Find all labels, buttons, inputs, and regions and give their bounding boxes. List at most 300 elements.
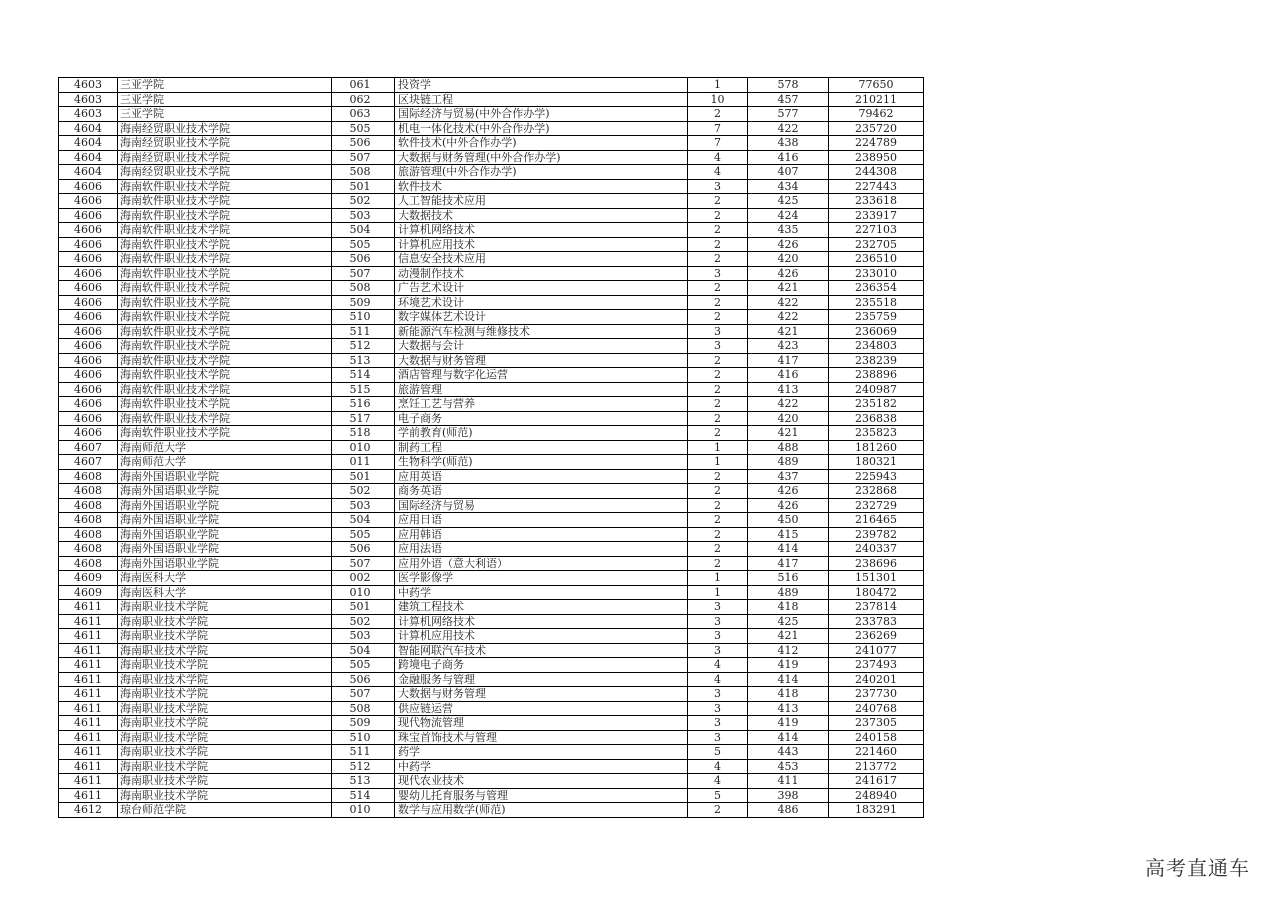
min-score-cell: 421: [748, 629, 829, 644]
plan-count-cell: 1: [688, 455, 748, 470]
table-row: [59, 266, 924, 281]
min-score-cell: 417: [748, 353, 829, 368]
major-name-cell: 酒店管理与数字化运营: [395, 368, 688, 383]
school-code-cell: 4606: [59, 266, 118, 281]
min-score-cell: 413: [748, 701, 829, 716]
min-rank-cell: 180472: [829, 585, 924, 600]
plan-count-cell: 3: [688, 266, 748, 281]
major-name-cell: 软件技术: [395, 179, 688, 194]
major-name-cell: 环境艺术设计: [395, 295, 688, 310]
major-code-cell: 504: [332, 223, 395, 238]
school-name-cell: 海南职业技术学院: [118, 687, 332, 702]
min-rank-cell: 236510: [829, 252, 924, 267]
major-name-cell: 应用外语（意大利语）: [395, 556, 688, 571]
school-code-cell: 4606: [59, 223, 118, 238]
min-rank-cell: 240337: [829, 542, 924, 557]
min-score-cell: 418: [748, 687, 829, 702]
major-code-cell: 511: [332, 745, 395, 760]
major-name-cell: 大数据与财务管理: [395, 687, 688, 702]
major-name-cell: 现代农业技术: [395, 774, 688, 789]
min-score-cell: 425: [748, 614, 829, 629]
school-code-cell: 4611: [59, 614, 118, 629]
plan-count-cell: 3: [688, 324, 748, 339]
major-name-cell: 数学与应用数学(师范): [395, 803, 688, 818]
major-code-cell: 002: [332, 571, 395, 586]
table-row: [59, 194, 924, 209]
plan-count-cell: 2: [688, 295, 748, 310]
major-name-cell: 新能源汽车检测与维修技术: [395, 324, 688, 339]
min-rank-cell: 236838: [829, 411, 924, 426]
school-name-cell: 三亚学院: [118, 78, 332, 93]
school-name-cell: 海南职业技术学院: [118, 701, 332, 716]
major-name-cell: 国际经济与贸易: [395, 498, 688, 513]
school-code-cell: 4604: [59, 136, 118, 151]
school-code-cell: 4604: [59, 165, 118, 180]
min-rank-cell: 236269: [829, 629, 924, 644]
school-name-cell: 海南外国语职业学院: [118, 484, 332, 499]
school-code-cell: 4609: [59, 571, 118, 586]
min-rank-cell: 238896: [829, 368, 924, 383]
major-name-cell: 大数据与财务管理(中外合作办学): [395, 150, 688, 165]
school-name-cell: 海南职业技术学院: [118, 658, 332, 673]
major-name-cell: 建筑工程技术: [395, 600, 688, 615]
major-code-cell: 504: [332, 513, 395, 528]
plan-count-cell: 1: [688, 571, 748, 586]
major-name-cell: 计算机应用技术: [395, 237, 688, 252]
school-code-cell: 4611: [59, 774, 118, 789]
plan-count-cell: 2: [688, 237, 748, 252]
table-row: [59, 585, 924, 600]
table-row: [59, 469, 924, 484]
major-code-cell: 504: [332, 643, 395, 658]
watermark-text: 高考直通车: [1145, 856, 1250, 880]
major-name-cell: 人工智能技术应用: [395, 194, 688, 209]
major-name-cell: 烹饪工艺与营养: [395, 397, 688, 412]
plan-count-cell: 2: [688, 252, 748, 267]
table-row: [59, 759, 924, 774]
table-row: [59, 614, 924, 629]
school-code-cell: 4606: [59, 179, 118, 194]
table-row: [59, 179, 924, 194]
min-rank-cell: 232868: [829, 484, 924, 499]
min-rank-cell: 240987: [829, 382, 924, 397]
min-rank-cell: 240158: [829, 730, 924, 745]
min-rank-cell: 210211: [829, 92, 924, 107]
table-row: [59, 629, 924, 644]
min-score-cell: 417: [748, 556, 829, 571]
table-row: [59, 542, 924, 557]
major-code-cell: 513: [332, 774, 395, 789]
min-score-cell: 420: [748, 252, 829, 267]
table-row: [59, 556, 924, 571]
school-name-cell: 海南外国语职业学院: [118, 513, 332, 528]
major-name-cell: 计算机网络技术: [395, 223, 688, 238]
major-name-cell: 医学影像学: [395, 571, 688, 586]
school-name-cell: 海南职业技术学院: [118, 629, 332, 644]
min-score-cell: 425: [748, 194, 829, 209]
plan-count-cell: 3: [688, 600, 748, 615]
school-code-cell: 4606: [59, 368, 118, 383]
school-name-cell: 海南软件职业技术学院: [118, 223, 332, 238]
school-code-cell: 4603: [59, 78, 118, 93]
min-score-cell: 453: [748, 759, 829, 774]
min-score-cell: 426: [748, 498, 829, 513]
school-code-cell: 4611: [59, 629, 118, 644]
school-name-cell: 海南软件职业技术学院: [118, 281, 332, 296]
plan-count-cell: 7: [688, 121, 748, 136]
min-rank-cell: 248940: [829, 788, 924, 803]
min-rank-cell: 180321: [829, 455, 924, 470]
plan-count-cell: 4: [688, 658, 748, 673]
school-code-cell: 4603: [59, 107, 118, 122]
school-name-cell: 海南软件职业技术学院: [118, 426, 332, 441]
plan-count-cell: 7: [688, 136, 748, 151]
min-rank-cell: 237305: [829, 716, 924, 731]
table-row: [59, 223, 924, 238]
major-code-cell: 507: [332, 687, 395, 702]
min-rank-cell: 240768: [829, 701, 924, 716]
table-row: [59, 426, 924, 441]
major-code-cell: 505: [332, 237, 395, 252]
school-name-cell: 三亚学院: [118, 92, 332, 107]
plan-count-cell: 2: [688, 382, 748, 397]
min-rank-cell: 241077: [829, 643, 924, 658]
school-name-cell: 海南医科大学: [118, 571, 332, 586]
major-code-cell: 510: [332, 310, 395, 325]
school-name-cell: 海南医科大学: [118, 585, 332, 600]
plan-count-cell: 2: [688, 353, 748, 368]
table-row: [59, 440, 924, 455]
major-name-cell: 生物科学(师范): [395, 455, 688, 470]
school-name-cell: 海南职业技术学院: [118, 672, 332, 687]
major-name-cell: 跨境电子商务: [395, 658, 688, 673]
major-code-cell: 516: [332, 397, 395, 412]
min-score-cell: 415: [748, 527, 829, 542]
school-name-cell: 海南软件职业技术学院: [118, 368, 332, 383]
major-code-cell: 505: [332, 527, 395, 542]
table-row: [59, 455, 924, 470]
major-name-cell: 大数据与会计: [395, 339, 688, 354]
school-code-cell: 4606: [59, 310, 118, 325]
major-code-cell: 061: [332, 78, 395, 93]
school-name-cell: 海南软件职业技术学院: [118, 179, 332, 194]
school-name-cell: 琼台师范学院: [118, 803, 332, 818]
min-rank-cell: 238950: [829, 150, 924, 165]
school-code-cell: 4608: [59, 484, 118, 499]
plan-count-cell: 4: [688, 150, 748, 165]
major-code-cell: 503: [332, 498, 395, 513]
min-score-cell: 423: [748, 339, 829, 354]
plan-count-cell: 4: [688, 672, 748, 687]
major-code-cell: 518: [332, 426, 395, 441]
major-name-cell: 区块链工程: [395, 92, 688, 107]
min-score-cell: 422: [748, 295, 829, 310]
school-code-cell: 4608: [59, 542, 118, 557]
school-name-cell: 海南外国语职业学院: [118, 556, 332, 571]
min-score-cell: 489: [748, 455, 829, 470]
min-score-cell: 421: [748, 426, 829, 441]
major-code-cell: 506: [332, 136, 395, 151]
min-score-cell: 413: [748, 382, 829, 397]
major-name-cell: 应用韩语: [395, 527, 688, 542]
table-row: [59, 78, 924, 93]
table-row: [59, 150, 924, 165]
school-name-cell: 海南师范大学: [118, 440, 332, 455]
plan-count-cell: 2: [688, 484, 748, 499]
table-row: [59, 745, 924, 760]
min-score-cell: 419: [748, 716, 829, 731]
min-rank-cell: 227443: [829, 179, 924, 194]
school-code-cell: 4608: [59, 498, 118, 513]
plan-count-cell: 2: [688, 107, 748, 122]
min-score-cell: 488: [748, 440, 829, 455]
school-name-cell: 海南软件职业技术学院: [118, 194, 332, 209]
min-score-cell: 443: [748, 745, 829, 760]
plan-count-cell: 1: [688, 585, 748, 600]
major-code-cell: 506: [332, 672, 395, 687]
major-name-cell: 药学: [395, 745, 688, 760]
school-name-cell: 海南职业技术学院: [118, 600, 332, 615]
plan-count-cell: 3: [688, 701, 748, 716]
min-rank-cell: 235518: [829, 295, 924, 310]
school-code-cell: 4611: [59, 658, 118, 673]
school-code-cell: 4606: [59, 252, 118, 267]
plan-count-cell: 2: [688, 194, 748, 209]
major-code-cell: 503: [332, 629, 395, 644]
school-name-cell: 海南职业技术学院: [118, 745, 332, 760]
table-row: [59, 803, 924, 818]
min-rank-cell: 233783: [829, 614, 924, 629]
major-name-cell: 应用日语: [395, 513, 688, 528]
plan-count-cell: 2: [688, 281, 748, 296]
school-code-cell: 4606: [59, 397, 118, 412]
table-row: [59, 658, 924, 673]
major-name-cell: 电子商务: [395, 411, 688, 426]
table-row: [59, 252, 924, 267]
min-score-cell: 437: [748, 469, 829, 484]
major-code-cell: 502: [332, 194, 395, 209]
school-code-cell: 4611: [59, 745, 118, 760]
school-name-cell: 海南软件职业技术学院: [118, 324, 332, 339]
plan-count-cell: 2: [688, 498, 748, 513]
min-score-cell: 486: [748, 803, 829, 818]
plan-count-cell: 10: [688, 92, 748, 107]
school-code-cell: 4612: [59, 803, 118, 818]
min-rank-cell: 234803: [829, 339, 924, 354]
major-code-cell: 510: [332, 730, 395, 745]
plan-count-cell: 2: [688, 208, 748, 223]
major-code-cell: 506: [332, 542, 395, 557]
school-code-cell: 4607: [59, 440, 118, 455]
min-rank-cell: 235823: [829, 426, 924, 441]
school-name-cell: 海南软件职业技术学院: [118, 295, 332, 310]
min-rank-cell: 183291: [829, 803, 924, 818]
min-score-cell: 422: [748, 121, 829, 136]
school-name-cell: 海南职业技术学院: [118, 730, 332, 745]
major-name-cell: 珠宝首饰技术与管理: [395, 730, 688, 745]
plan-count-cell: 3: [688, 716, 748, 731]
admission-data-table: [58, 77, 924, 818]
plan-count-cell: 5: [688, 788, 748, 803]
major-name-cell: 大数据技术: [395, 208, 688, 223]
min-score-cell: 416: [748, 368, 829, 383]
table-row: [59, 730, 924, 745]
major-name-cell: 智能网联汽车技术: [395, 643, 688, 658]
major-code-cell: 508: [332, 701, 395, 716]
table-row: [59, 600, 924, 615]
plan-count-cell: 2: [688, 513, 748, 528]
table-row: [59, 310, 924, 325]
min-score-cell: 424: [748, 208, 829, 223]
min-rank-cell: 235182: [829, 397, 924, 412]
min-score-cell: 416: [748, 150, 829, 165]
plan-count-cell: 1: [688, 78, 748, 93]
major-code-cell: 509: [332, 295, 395, 310]
plan-count-cell: 2: [688, 803, 748, 818]
school-name-cell: 海南软件职业技术学院: [118, 237, 332, 252]
min-rank-cell: 235720: [829, 121, 924, 136]
min-score-cell: 426: [748, 266, 829, 281]
school-name-cell: 海南软件职业技术学院: [118, 353, 332, 368]
min-score-cell: 419: [748, 658, 829, 673]
table-row: [59, 165, 924, 180]
major-code-cell: 509: [332, 716, 395, 731]
school-code-cell: 4608: [59, 513, 118, 528]
major-code-cell: 010: [332, 585, 395, 600]
major-code-cell: 507: [332, 150, 395, 165]
major-code-cell: 508: [332, 165, 395, 180]
school-code-cell: 4609: [59, 585, 118, 600]
min-rank-cell: 241617: [829, 774, 924, 789]
min-score-cell: 426: [748, 484, 829, 499]
table-row: [59, 121, 924, 136]
major-code-cell: 506: [332, 252, 395, 267]
school-code-cell: 4611: [59, 701, 118, 716]
major-name-cell: 旅游管理(中外合作办学): [395, 165, 688, 180]
major-code-cell: 502: [332, 484, 395, 499]
min-score-cell: 516: [748, 571, 829, 586]
school-code-cell: 4611: [59, 600, 118, 615]
major-name-cell: 制药工程: [395, 440, 688, 455]
school-name-cell: 海南职业技术学院: [118, 614, 332, 629]
min-score-cell: 414: [748, 672, 829, 687]
school-name-cell: 海南软件职业技术学院: [118, 397, 332, 412]
major-code-cell: 515: [332, 382, 395, 397]
major-code-cell: 512: [332, 759, 395, 774]
min-rank-cell: 181260: [829, 440, 924, 455]
school-name-cell: 海南经贸职业技术学院: [118, 121, 332, 136]
table-row: [59, 368, 924, 383]
table-row: [59, 281, 924, 296]
table-row: [59, 382, 924, 397]
major-code-cell: 503: [332, 208, 395, 223]
school-code-cell: 4608: [59, 527, 118, 542]
school-code-cell: 4611: [59, 716, 118, 731]
table-row: [59, 571, 924, 586]
min-rank-cell: 237730: [829, 687, 924, 702]
min-score-cell: 421: [748, 324, 829, 339]
table-row: [59, 527, 924, 542]
major-name-cell: 现代物流管理: [395, 716, 688, 731]
school-name-cell: 海南外国语职业学院: [118, 527, 332, 542]
table-row: [59, 716, 924, 731]
school-code-cell: 4606: [59, 208, 118, 223]
min-score-cell: 414: [748, 730, 829, 745]
min-rank-cell: 238239: [829, 353, 924, 368]
major-code-cell: 517: [332, 411, 395, 426]
min-rank-cell: 235759: [829, 310, 924, 325]
school-code-cell: 4606: [59, 353, 118, 368]
school-code-cell: 4606: [59, 281, 118, 296]
table-row: [59, 339, 924, 354]
table-row: [59, 701, 924, 716]
min-score-cell: 435: [748, 223, 829, 238]
min-rank-cell: 233618: [829, 194, 924, 209]
school-code-cell: 4606: [59, 295, 118, 310]
school-name-cell: 海南软件职业技术学院: [118, 266, 332, 281]
min-rank-cell: 232729: [829, 498, 924, 513]
major-code-cell: 513: [332, 353, 395, 368]
major-code-cell: 063: [332, 107, 395, 122]
min-rank-cell: 232705: [829, 237, 924, 252]
school-name-cell: 海南经贸职业技术学院: [118, 165, 332, 180]
table-row: [59, 397, 924, 412]
major-name-cell: 数字媒体艺术设计: [395, 310, 688, 325]
school-name-cell: 海南软件职业技术学院: [118, 411, 332, 426]
school-name-cell: 海南外国语职业学院: [118, 469, 332, 484]
major-name-cell: 动漫制作技术: [395, 266, 688, 281]
school-code-cell: 4608: [59, 556, 118, 571]
major-name-cell: 商务英语: [395, 484, 688, 499]
min-rank-cell: 233917: [829, 208, 924, 223]
school-name-cell: 海南软件职业技术学院: [118, 382, 332, 397]
major-name-cell: 计算机网络技术: [395, 614, 688, 629]
school-name-cell: 海南软件职业技术学院: [118, 208, 332, 223]
major-code-cell: 505: [332, 658, 395, 673]
major-name-cell: 计算机应用技术: [395, 629, 688, 644]
school-name-cell: 海南经贸职业技术学院: [118, 136, 332, 151]
school-name-cell: 海南职业技术学院: [118, 643, 332, 658]
table-row: [59, 498, 924, 513]
min-rank-cell: 236069: [829, 324, 924, 339]
plan-count-cell: 2: [688, 426, 748, 441]
major-code-cell: 511: [332, 324, 395, 339]
school-code-cell: 4611: [59, 759, 118, 774]
min-score-cell: 414: [748, 542, 829, 557]
major-name-cell: 国际经济与贸易(中外合作办学): [395, 107, 688, 122]
min-score-cell: 434: [748, 179, 829, 194]
major-name-cell: 信息安全技术应用: [395, 252, 688, 267]
min-score-cell: 489: [748, 585, 829, 600]
plan-count-cell: 3: [688, 339, 748, 354]
school-code-cell: 4607: [59, 455, 118, 470]
school-code-cell: 4606: [59, 411, 118, 426]
min-score-cell: 411: [748, 774, 829, 789]
table-row: [59, 92, 924, 107]
table-row: [59, 672, 924, 687]
school-name-cell: 海南软件职业技术学院: [118, 339, 332, 354]
min-score-cell: 418: [748, 600, 829, 615]
school-code-cell: 4611: [59, 730, 118, 745]
school-code-cell: 4606: [59, 194, 118, 209]
plan-count-cell: 4: [688, 759, 748, 774]
min-score-cell: 438: [748, 136, 829, 151]
min-rank-cell: 77650: [829, 78, 924, 93]
plan-count-cell: 2: [688, 411, 748, 426]
min-rank-cell: 244308: [829, 165, 924, 180]
school-name-cell: 海南软件职业技术学院: [118, 252, 332, 267]
table-row: [59, 136, 924, 151]
